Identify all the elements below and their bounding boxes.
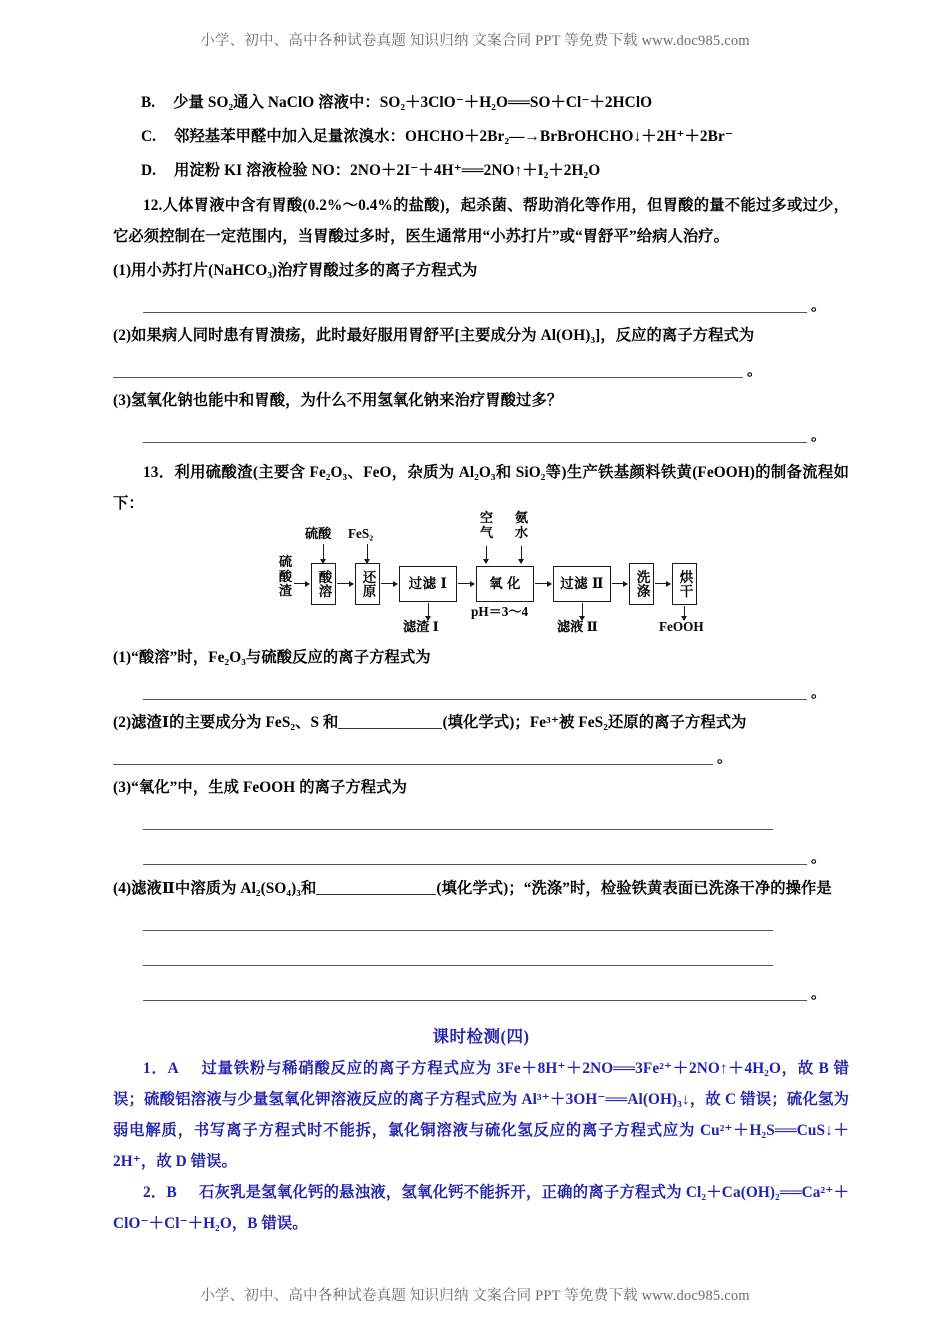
flow-label-sulfuric-acid: 硫酸: [305, 526, 332, 541]
flow-arrow-air: [486, 546, 487, 563]
flow-arrow-3: [458, 583, 474, 584]
flow-arrow-4: [535, 583, 551, 584]
period-mark-12-3: 。: [811, 428, 827, 444]
flow-arrow-feed: [294, 583, 309, 584]
answer-blank-13-4b[interactable]: [113, 939, 849, 974]
period-mark-12-2: 。: [747, 363, 763, 379]
question-13-item-1-label: (1)“酸溶”时，Fe₂O₃与硫酸反应的离子方程式为: [113, 649, 431, 666]
answer-item-2: [113, 1177, 849, 1239]
process-flow-diagram: [113, 510, 849, 637]
option-b-key: B.: [141, 94, 156, 111]
option-c-text: 邻羟基苯甲醛中加入足量浓溴水：OHCHO＋2Br₂—→BrBrOHCHO↓＋2H⁺＋2Br⁻: [174, 128, 734, 145]
flow-arrow-5: [612, 583, 627, 584]
answer-blank-13-3a[interactable]: [113, 803, 849, 838]
answer-item-1-text: 过量铁粉与稀硝酸反应的离子方程式应为 3Fe＋8H⁺＋2NO══3Fe²⁺＋2NO↑＋4H₂O，故 B 错误；硫酸铝溶液与少量氢氧化钾溶液反应的离子方程式应为 Al³⁺＋3OH⁻══Al(OH)₃↓，故 C 错误；硫化氢为弱电解质，书写离子方程式时不能拆，氯化铜溶液与硫化氢反应的离子方程式应为 Cu²⁺＋H₂S══CuS↓＋2H⁺，故 D 错误。: [113, 1060, 849, 1170]
flow-label-ammonia-water: 氨水: [514, 510, 529, 540]
flow-arrow-filtrate-2: [582, 603, 583, 620]
answer-blank-13-4c[interactable]: [113, 974, 849, 1009]
question-13-item-3-label: (3)“氧化”中，生成 FeOOH 的离子方程式为: [113, 779, 407, 796]
flow-box-acid-dissolve: 酸溶: [311, 563, 336, 605]
question-13-stem: 13．利用硫酸渣(主要含 Fe₂O₃、FeO，杂质为 Al₂O₃和 SiO₂等)生产铁基颜料铁黄(FeOOH)的制备流程如下：: [113, 464, 849, 512]
flow-label-air: 空气: [479, 510, 494, 540]
answer-blank-13-3b[interactable]: [113, 838, 849, 873]
question-13-item-4-label-a: (4)滤液Ⅱ中溶质为 Al₂(SO₄)₃和: [113, 880, 317, 897]
question-13-item-4-label-b: (填化学式)；“洗涤”时，检验铁黄表面已洗涤干净的操作是: [436, 880, 832, 897]
inline-blank-13-4[interactable]: [316, 894, 436, 895]
flow-box-wash: 洗涤: [629, 563, 654, 605]
answer-blank-13-2[interactable]: [113, 738, 849, 773]
option-d: [113, 156, 849, 186]
document-body: [113, 88, 849, 1239]
header-watermark: 小学、初中、高中各种试卷真题 知识归纳 文案合同 PPT 等免费下载 www.doc985.com: [200, 33, 750, 49]
answer-item-1-number: 1．: [143, 1060, 168, 1077]
answer-blank-12-2[interactable]: [113, 351, 849, 386]
flow-box-reduce: 还原: [355, 563, 380, 605]
flow-label-fes2: FeS₂: [348, 526, 374, 541]
answer-blank-12-3[interactable]: [113, 416, 849, 451]
period-mark-13-3: 。: [811, 850, 827, 866]
question-13-item-2-label: [113, 708, 849, 738]
answer-item-2-text: 石灰乳是氢氧化钙的悬浊液，氢氧化钙不能拆开，正确的离子方程式为 Cl₂＋Ca(OH)₂══Ca²⁺＋ClO⁻＋Cl⁻＋H₂O，B 错误。: [113, 1184, 849, 1232]
flow-box-filter-1: 过滤 Ⅰ: [399, 566, 457, 602]
flow-label-residue-1: 滤渣 Ⅰ: [403, 619, 439, 634]
flow-arrow-6: [655, 583, 670, 584]
option-c-key: C.: [141, 128, 157, 145]
question-12-item-3-label: (3)氢氧化钠也能中和胃酸，为什么不用氢氧化钠来治疗胃酸过多？: [113, 392, 563, 409]
flow-arrow-residue-1: [428, 603, 429, 620]
question-12-item-1-label: (1)用小苏打片(NaHCO₃)治疗胃酸过多的离子方程式为: [113, 262, 478, 279]
flow-arrow-sulfuric-acid: [323, 544, 324, 563]
flow-arrow-ammonia: [521, 546, 522, 563]
answer-item-2-choice: B: [166, 1184, 177, 1201]
option-b: [113, 88, 849, 118]
answer-item-1: [113, 1053, 849, 1177]
flow-box-dry: 烘干: [672, 563, 697, 605]
answer-blank-12-1[interactable]: [113, 286, 849, 321]
option-d-text: 用淀粉 KI 溶液检验 NO：2NO＋2I⁻＋4H⁺══2NO↑＋I₂＋2H₂O: [174, 162, 601, 179]
option-b-text: 少量 SO₂通入 NaClO 溶液中：SO₂＋3ClO⁻＋H₂O══SO＋Cl⁻＋2HClO: [173, 94, 653, 111]
answer-blank-13-4a[interactable]: [113, 904, 849, 939]
period-mark-12-1: 。: [811, 298, 827, 314]
answers-section-title: 课时检测(四): [432, 1027, 530, 1046]
flow-arrow-2: [381, 583, 397, 584]
option-d-key: D.: [141, 162, 157, 179]
inline-blank-13-2[interactable]: [338, 728, 442, 729]
option-c: [113, 122, 849, 152]
answer-item-2-number: 2．: [143, 1184, 167, 1201]
period-mark-13-4: 。: [811, 986, 827, 1002]
flow-label-ph: pH＝3～4: [471, 604, 529, 619]
flow-label-product: FeOOH: [659, 619, 704, 634]
answer-item-1-choice: A: [167, 1060, 179, 1077]
question-13-item-4-label: [113, 873, 849, 904]
question-13-item-2-label-a: (2)滤渣Ⅰ的主要成分为 FeS₂、S 和: [113, 714, 339, 731]
question-12-stem: 12.人体胃液中含有胃酸(0.2%～0.4%的盐酸)，起杀菌、帮助消化等作用，但胃酸的量不能过多或过少，它必须控制在一定范围内，当胃酸过多时，医生通常用“小苏打片”或“胃舒平”给病人治疗。: [113, 197, 849, 245]
flow-box-filter-2: 过滤 Ⅱ: [553, 566, 611, 602]
flow-input-feed: 硫酸渣: [278, 554, 293, 598]
question-13-item-2-label-b: (填化学式)；Fe³⁺被 FeS₂还原的离子方程式为: [442, 714, 747, 731]
flow-label-filtrate-2: 滤液 Ⅱ: [557, 619, 598, 634]
flow-box-oxidize: 氧 化: [476, 566, 534, 602]
flow-arrow-product: [684, 606, 685, 620]
flow-arrow-1: [337, 583, 353, 584]
period-mark-13-2: 。: [717, 750, 733, 766]
flow-arrow-fes2: [367, 544, 368, 563]
question-12-item-2-label: (2)如果病人同时患有胃溃疡，此时最好服用胃舒平[主要成分为 Al(OH)₃]，反应的离子方程式为: [113, 327, 755, 344]
footer-watermark: 小学、初中、高中各种试卷真题 知识归纳 文案合同 PPT 等免费下载 www.doc985.com: [200, 1288, 750, 1304]
answer-blank-13-1[interactable]: [113, 673, 849, 708]
period-mark-13-1: 。: [811, 685, 827, 701]
